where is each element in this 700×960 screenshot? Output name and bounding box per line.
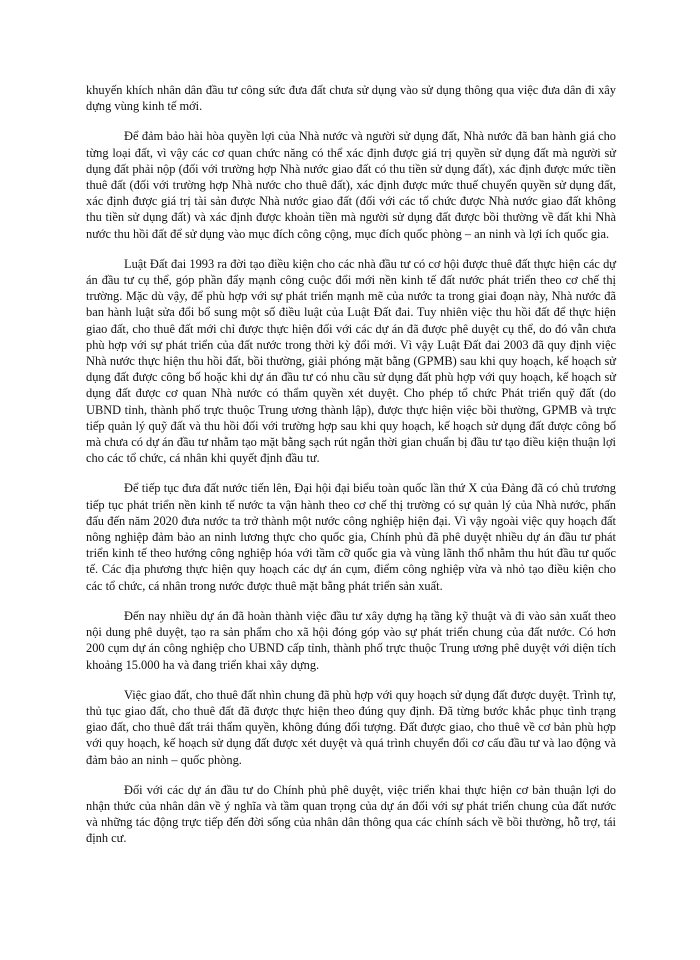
- paragraph-5: Đến nay nhiều dự án đã hoàn thành việc đầu tư xây dựng hạ tầng kỹ thuật và đi vào sản xuất theo nội dung phê duyệt, tạo ra sản phẩm cho xã hội đóng góp vào sự phát triển chung của đất nước. Có hơn 200 cụm dự án công nghiệp cho UBND cấp tỉnh, thành phố trực thuộc Trung ương phê duyệt với diện tích khoảng 15.000 ha và đang triển khai xây dựng.: [86, 608, 616, 672]
- paragraph-1: khuyến khích nhân dân đầu tư công sức đưa đất chưa sử dụng vào sử dụng thông qua việc đưa dân đi xây dựng vùng kinh tế mới.: [86, 83, 616, 114]
- body-text: [86, 82, 616, 861]
- paragraph-4: Để tiếp tục đưa đất nước tiến lên, Đại hội đại biểu toàn quốc lần thứ X của Đảng đã có chủ trương tiếp tục phát triển nền kinh tế nước ta vận hành theo cơ chế thị trường có sự quản lý của Nhà nước, phấn đấu đến năm 2020 đưa nước ta trở thành một nước công nghiệp hiện đại. Vì vậy ngoài việc quy hoạch đất nông nghiệp đảm bảo an ninh lương thực cho quốc gia, Chính phủ đã phê duyệt nhiều dự án đầu tư phát triển kinh tế theo hướng công nghiệp hóa với tầm cỡ quốc gia và vùng lãnh thổ nhằm thu hút đầu tư quốc tế. Các địa phương thực hiện quy hoạch các dự án cụm, điểm công nghiệp vừa và nhỏ tạo điều kiện cho các tổ chức, cá nhân trong nước được thuê mặt bằng phát triển sản xuất.: [86, 481, 616, 593]
- paragraph-2: Để đảm bảo hài hòa quyền lợi của Nhà nước và người sử dụng đất, Nhà nước đã ban hành giá cho từng loại đất, vì vậy các cơ quan chức năng có thể xác định được giá trị quyền sử dụng đất mà người sử dụng đất phải nộp (đối với trường hợp Nhà nước giao đất có thu tiền sử dụng đất), xác định được mức tiền thuê đất (đối với trường hợp Nhà nước cho thuê đất), xác định được mức thuế chuyển quyền sử dụng đất, xác định được giá trị tài sản được Nhà nước giao đất (đối với các tổ chức được Nhà nước giao đất không thu tiền sử dụng đất) và xác định được khoản tiền mà người sử dụng đất được bồi thường về đất khi Nhà nước thu hồi đất để sử dụng vào mục đích công cộng, mục đích quốc phòng – an ninh và lợi ích quốc gia.: [86, 129, 616, 241]
- paragraph-3: Luật Đất đai 1993 ra đời tạo điều kiện cho các nhà đầu tư có cơ hội được thuê đất thực hiện các dự án đầu tư cụ thể, góp phần đẩy mạnh công cuộc đổi mới nền kinh tế đất nước phát triển theo cơ chế thị trường. Mặc dù vậy, để phù hợp với sự phát triển mạnh mẽ của nước ta trong giai đoạn này, Nhà nước đã ban hành luật sửa đổi bổ sung một số điều luật của Luật Đất đai. Tuy nhiên việc thu hồi đất để thực hiện giao đất, cho thuê đất mới chỉ được thực hiện đối với các dự án đã được phê duyệt cụ thể, do đó vẫn chưa phù hợp với sự phát triển của đất nước trong thời kỳ đổi mới. Vì vậy Luật Đất đai 2003 đã quy định việc Nhà nước thực hiện thu hồi đất, bồi thường, giải phóng mặt bằng (GPMB) sau khi quy hoạch, kế hoạch sử dụng đất được công bố hoặc khi dự án đầu tư có nhu cầu sử dụng đất phù hợp với quy hoạch, kế hoạch sử dụng đất được cơ quan Nhà nước có thẩm quyền xét duyệt. Cho phép tổ chức Phát triển quỹ đất (do UBND tỉnh, thành phố trực thuộc Trung ương thành lập), được thực hiện việc bồi thường, GPMB và trực tiếp quản lý quỹ đất và thu hồi đối với trường hợp sau khi quy hoạch, kế hoạch sử dụng đất được công bố mà chưa có dự án đầu tư nhằm tạo mặt bằng sạch rút ngắn thời gian chuẩn bị đầu tư tạo điều kiện thuận lợi cho các tổ chức, cá nhân khi quyết định đầu tư.: [86, 256, 616, 466]
- paragraph-6: Việc giao đất, cho thuê đất nhìn chung đã phù hợp với quy hoạch sử dụng đất được duyệt. Trình tự, thủ tục giao đất, cho thuê đất đã được thực hiện theo đúng quy định. Đã từng bước khắc phục tình trạng giao đất, cho thuê đất trái thẩm quyền, không đúng đối tượng. Đất được giao, cho thuê về cơ bản phù hợp với quy hoạch, kế hoạch sử dụng đất được xét duyệt và quá trình chuyển đổi cơ cấu đầu tư và lao động và đảm bảo an ninh – quốc phòng.: [86, 687, 616, 767]
- paragraph-7: Đối với các dự án đầu tư do Chính phủ phê duyệt, việc triển khai thực hiện cơ bản thuận lợi do nhận thức của nhân dân về ý nghĩa và tầm quan trọng của dự án đối với sự phát triển chung của đất nước và những tác động trực tiếp đến đời sống của nhân dân thông qua các chính sách về bồi thường, hỗ trợ, tái định cư.: [86, 782, 616, 846]
